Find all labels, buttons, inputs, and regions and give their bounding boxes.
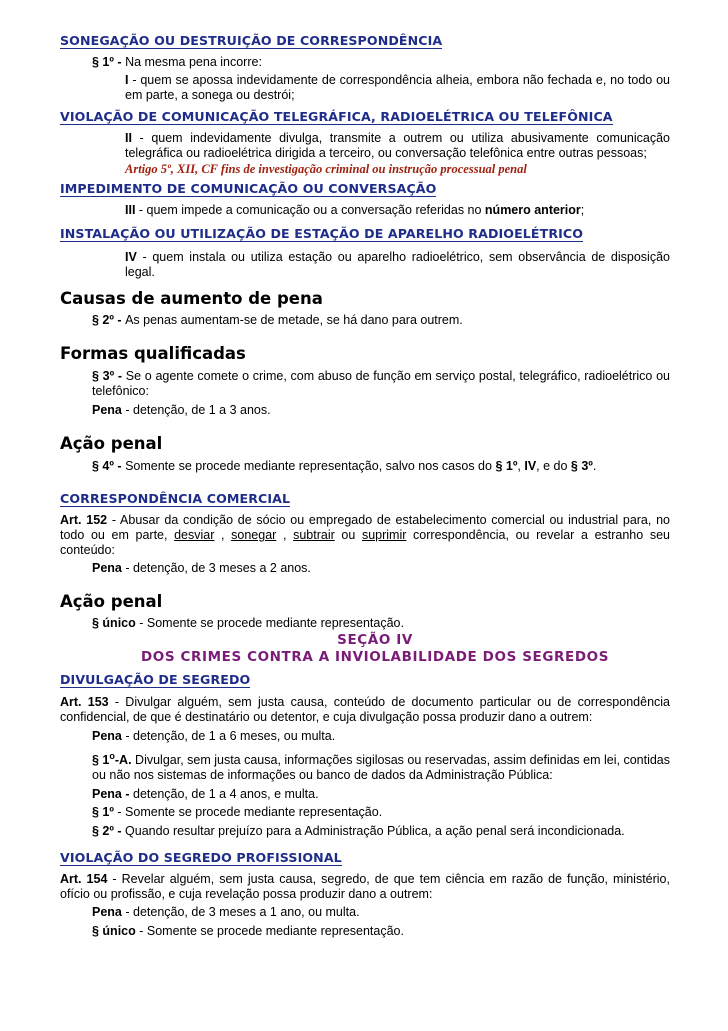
paragraph-unico-1: § único - Somente se procede mediante representação. — [92, 616, 404, 630]
heading-violacao-comunicacao: VIOLAÇÃO DE COMUNICAÇÃO TELEGRÁFICA, RADIOELÉTRICA OU TELEFÔNICA — [60, 109, 613, 124]
heading-correspondencia-comercial: CORRESPONDÊNCIA COMERCIAL — [60, 491, 291, 506]
pena-5: Pena - detenção, de 3 meses a 1 ano, ou multa. — [92, 905, 360, 920]
paragraph-2-adm: § 2º - Quando resultar prejuízo para a Administração Pública, a ação penal será incondicionada. — [92, 824, 625, 839]
paragraph-3: § 3º - Se o agente comete o crime, com abuso de função em serviço postal, telegráfico, radioelétrico ou telefônico: — [92, 369, 670, 398]
inciso-iii: III - quem impede a comunicação ou a conversação referidas no número anterior; — [125, 203, 585, 217]
section-iv-label: SEÇÃO IV — [337, 632, 413, 648]
paragraph-1a: § 1$^o$-A. Divulgar, sem justa causa, informações sigilosas ou reservadas, assim definidas em lei, contidas ou não nos sistemas de informações ou banco de dados da Administração Pública: — [92, 751, 671, 783]
paragraph-1-rep: § 1º - Somente se procede mediante representação. — [92, 805, 383, 820]
paragraph-1: § 1º - Na mesma pena incorre: — [92, 55, 262, 69]
heading-instalacao: INSTALAÇÃO OU UTILIZAÇÃO DE ESTAÇÃO DE APARELHO RADIOELÉTRICO — [60, 226, 584, 241]
article-154: Art. 154 - Revelar alguém, sem justa causa, segredo, de que tem ciência em razão de função, ministério, ofício ou profissão, e cuja revelação possa produzir dano a outrem: — [60, 872, 670, 902]
pena-1: Pena - detenção, de 1 a 3 anos. — [92, 403, 271, 417]
pena-2: Pena - detenção, de 3 meses a 2 anos. — [92, 561, 311, 575]
inciso-iv: IV - quem instala ou utiliza estação ou aparelho radioelétrico, sem observância de disposição legal. — [125, 250, 670, 279]
heading-violacao-segredo-profissional: VIOLAÇÃO DO SEGREDO PROFISSIONAL — [60, 850, 342, 866]
article-152: Art. 152 - Abusar da condição de sócio ou empregado de estabelecimento comercial ou industrial para, no todo ou em parte, desviar , sonegar , subtrair ou suprimir correspondência, ou revelar a estranho seu conteúdo: — [60, 513, 670, 557]
heading-sonegacao: SONEGAÇÃO OU DESTRUIÇÃO DE CORRESPONDÊNCIA — [60, 33, 443, 48]
pena-3: Pena - detenção, de 1 a 6 meses, ou multa. — [92, 729, 336, 743]
paragraph-4: § 4º - Somente se procede mediante representação, salvo nos casos do § 1º, IV, e do § 3º. — [92, 459, 597, 473]
heading-impedimento: IMPEDIMENTO DE COMUNICAÇÃO OU CONVERSAÇÃO — [60, 181, 437, 196]
inciso-i: I - quem se apossa indevidamente de correspondência alheia, embora não fechada e, no todo ou em parte, a sonega ou destrói; — [125, 73, 670, 102]
pena-4: Pena - detenção, de 1 a 4 anos, e multa. — [92, 787, 319, 802]
citation-artigo5: Artigo 5º, XII, CF fins de investigação criminal ou instrução processual penal — [125, 162, 527, 176]
paragraph-unico-2: § único - Somente se procede mediante representação. — [92, 924, 404, 939]
heading-causas-aumento: Causas de aumento de pena — [60, 289, 323, 308]
heading-formas-qualificadas: Formas qualificadas — [60, 344, 246, 363]
paragraph-2: § 2º - As penas aumentam-se de metade, se há dano para outrem. — [92, 313, 463, 327]
inciso-ii: II - quem indevidamente divulga, transmite a outrem ou utiliza abusivamente comunicação telegráfica ou radioelétrica dirigida a terceiro, ou conversação telefônica entre outras pessoas; — [125, 131, 670, 160]
article-153: Art. 153 - Divulgar alguém, sem justa causa, conteúdo de documento particular ou de correspondência confidencial, de que é destinatário ou detentor, e cuja divulgação possa produzir dano a outrem: — [60, 695, 670, 724]
heading-acao-penal-1: Ação penal — [60, 434, 163, 453]
heading-acao-penal-2: Ação penal — [60, 592, 163, 611]
section-iv-title: DOS CRIMES CONTRA A INVIOLABILIDADE DOS SEGREDOS — [140, 649, 610, 665]
heading-divulgacao-segredo: DIVULGAÇÃO DE SEGREDO — [60, 672, 251, 687]
